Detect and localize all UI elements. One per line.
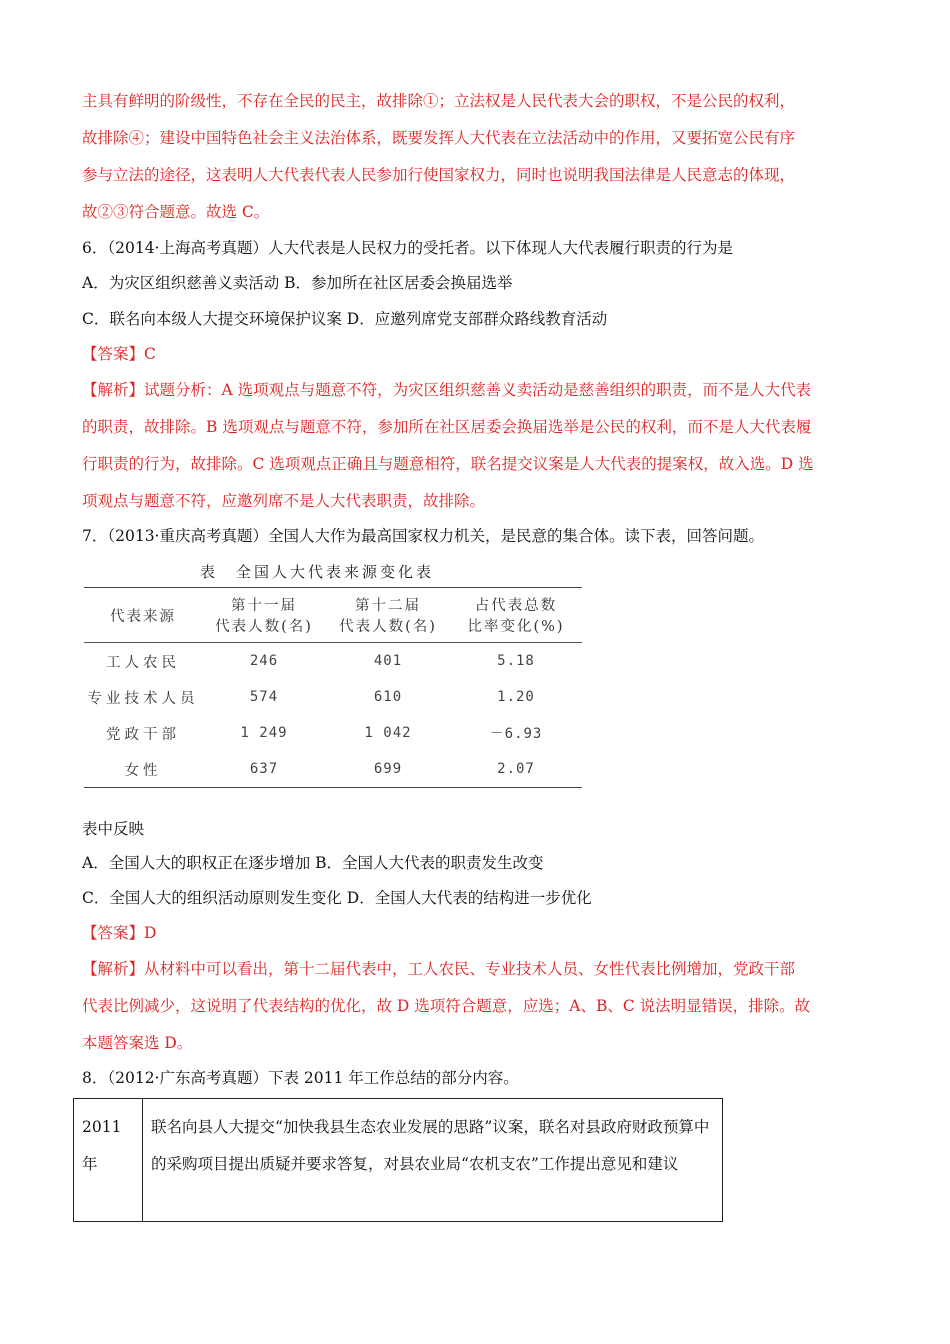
q7-answer: 【答案】D <box>82 924 157 942</box>
q7-stem: 7．（2013·重庆高考真题）全国人大作为最高国家权力机关，是民意的集合体。读下表，回答问题。 <box>82 527 764 545</box>
q7-lead: 表中反映 <box>82 820 145 838</box>
prev-explanation-line: 参与立法的途径，这表明人大代表代表人民参加行使国家权力，同时也说明我国法律是人民意志的体现， <box>82 166 796 184</box>
table-row <box>84 715 582 751</box>
q7-table-title: 表 全国人大代表来源变化表 <box>200 563 435 581</box>
q8-year-cell: 2011 年 <box>74 1099 143 1222</box>
cell-change: 5.18 <box>497 653 535 669</box>
cell-twelfth: 610 <box>373 689 403 705</box>
q8-stem: 8．（2012·广东高考真题）下表 2011 年工作总结的部分内容。 <box>82 1069 519 1087</box>
q6-answer: 【答案】C <box>82 345 156 363</box>
header-twelfth-line2: 代表人数(名) <box>339 619 437 635</box>
cell-source: 专业技术人员 <box>87 690 199 707</box>
cell-twelfth: 401 <box>373 653 403 669</box>
q6-explanation-line: 的职责，故排除。B 选项观点与题意不符，参加所在社区居委会换届选举是公民的权利，而不是人大代表履 <box>82 418 812 436</box>
cell-twelfth: 1 042 <box>364 725 412 741</box>
q8-content-cell: 联名向县人大提交“加快我县生态农业发展的思路”议案，联名对县政府财政预算中的采购项目提出质疑并要求答复，对县农业局“农机支农”工作提出意见和建议 <box>143 1099 723 1222</box>
cell-source: 女性 <box>124 762 162 779</box>
header-eleventh-line2: 代表人数(名) <box>215 619 313 635</box>
header-twelfth <box>326 588 450 643</box>
cell-change: 2.07 <box>497 761 535 777</box>
cell-change: 1.20 <box>497 689 535 705</box>
prev-explanation-line: 故②③符合题意。故选 C。 <box>82 203 270 221</box>
q6-options-ab: A．为灾区组织慈善义卖活动 B．参加所在社区居委会换届选举 <box>82 274 513 292</box>
cell-source: 工人农民 <box>106 654 180 671</box>
header-eleventh <box>202 588 326 643</box>
header-change <box>450 588 582 643</box>
q6-explanation-line: 项观点与题意不符，应邀列席不是人大代表职责，故排除。 <box>82 492 486 510</box>
table-row <box>84 751 582 788</box>
header-eleventh-line1: 第十一届 <box>231 598 297 614</box>
prev-explanation-line: 故排除④；建设中国特色社会主义法治体系，既要发挥人大代表在立法活动中的作用，又要拓宽公民有序 <box>82 129 796 147</box>
q6-stem: 6．（2014·上海高考真题）人大代表是人民权力的受托者。以下体现人大代表履行职责的行为是 <box>82 239 733 257</box>
cell-eleventh: 1 249 <box>240 725 288 741</box>
q7-options-cd: C．全国人大的组织活动原则发生变化 D．全国人大代表的结构进一步优化 <box>82 889 592 907</box>
q7-options-ab: A．全国人大的职权正在逐步增加 B．全国人大代表的职责发生改变 <box>82 854 544 872</box>
header-twelfth-line1: 第十二届 <box>355 598 421 614</box>
q6-options-cd: C．联名向本级人大提交环境保护议案 D．应邀列席党支部群众路线教育活动 <box>82 310 608 328</box>
cell-eleventh: 246 <box>249 653 279 669</box>
q6-explanation-line: 【解析】试题分析：A 选项观点与题意不符，为灾区组织慈善义卖活动是慈善组织的职责，而不是人大代表 <box>82 381 812 399</box>
q7-explanation-line: 代表比例减少，这说明了代表结构的优化，故 D 选项符合题意，应选；A、B、C 说法明显错误，排除。故 <box>82 997 811 1015</box>
header-change-line2: 比率变化(%) <box>467 619 565 635</box>
table-row <box>84 679 582 715</box>
q8-summary-table <box>73 1098 723 1222</box>
q7-explanation-line: 【解析】从材料中可以看出，第十二届代表中，工人农民、专业技术人员、女性代表比例增加，党政干部 <box>82 960 796 978</box>
cell-change: －6.93 <box>489 726 543 742</box>
q7-data-table <box>84 587 582 788</box>
q7-explanation-line: 本题答案选 D。 <box>82 1034 193 1052</box>
cell-eleventh: 574 <box>249 689 279 705</box>
cell-twelfth: 699 <box>373 761 403 777</box>
cell-source: 党政干部 <box>106 726 180 743</box>
q6-explanation-line: 行职责的行为，故排除。C 选项观点正确且与题意相符，联名提交议案是人大代表的提案权，故入选。D 选 <box>82 455 814 473</box>
table-row <box>74 1099 723 1222</box>
table-row <box>84 643 582 680</box>
prev-explanation-line: 主具有鲜明的阶级性，不存在全民的民主，故排除①；立法权是人民代表大会的职权，不是公民的权利， <box>82 92 796 110</box>
table-header-row <box>84 588 582 643</box>
header-change-line1: 占代表总数 <box>474 598 558 614</box>
header-source: 代表来源 <box>84 588 202 643</box>
cell-eleventh: 637 <box>249 761 279 777</box>
